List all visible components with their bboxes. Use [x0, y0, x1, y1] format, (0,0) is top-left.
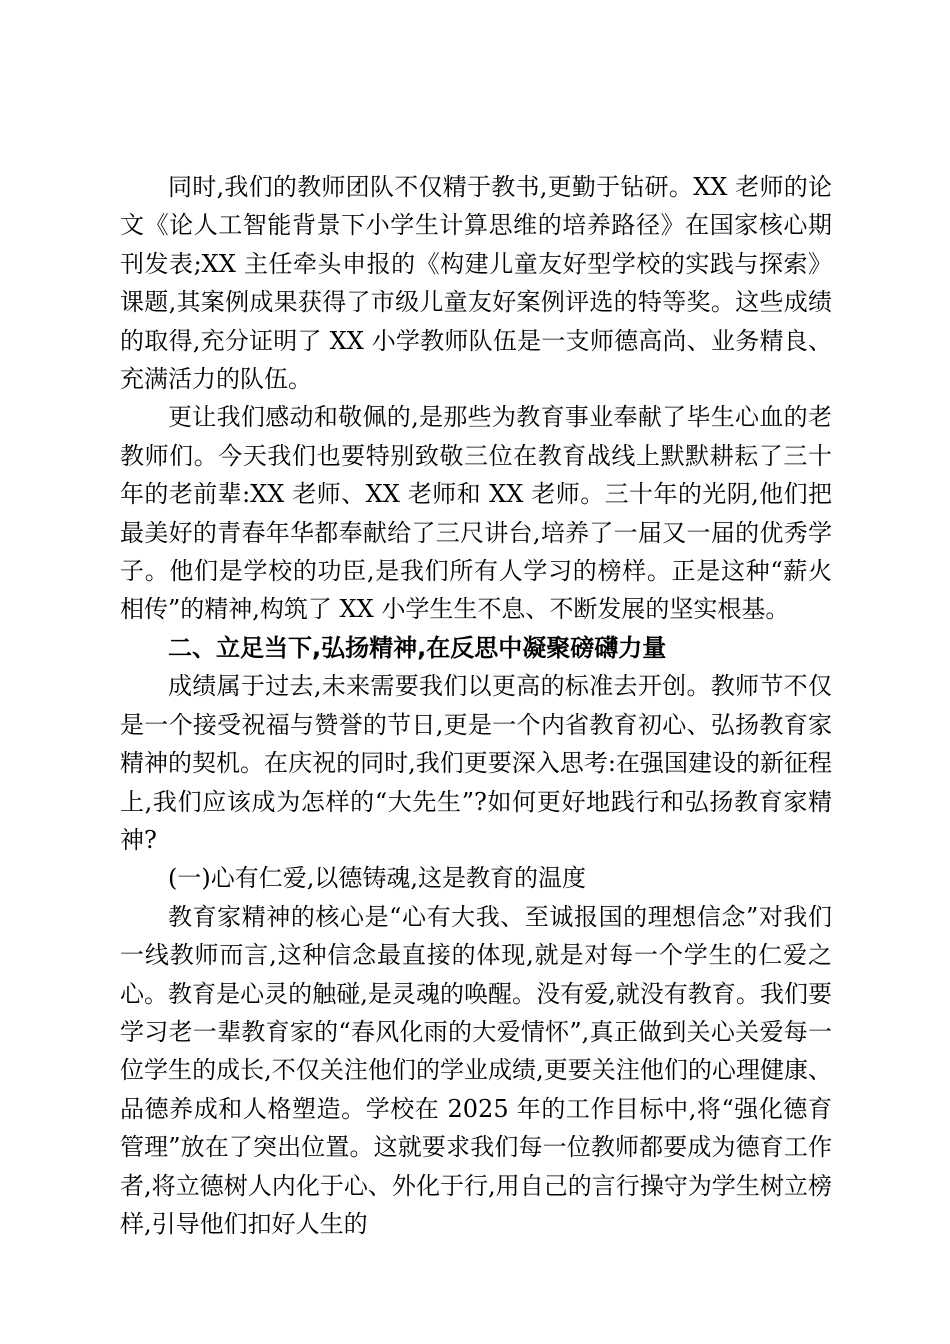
paragraph-section-intro: 成绩属于过去,未来需要我们以更高的标准去开创。教师节不仅是一个接受祝福与赞誉的节日,更是一个内省教育初心、弘扬教育家精神的契机。在庆祝的同时,我们更要深入思考:在强国建设的新征程上,我们应该成为怎样的“大先生”?如何更好地践行和弘扬教育家精神? — [120, 672, 832, 854]
paragraph-senior-teachers: 更让我们感动和敬佩的,是那些为教育事业奉献了毕生心血的老教师们。今天我们也要特别致敬三位在教育战线上默默耕耘了三十年的老前辈:XX 老师、XX 老师和 XX 老师。三十年的光阴,他们把最美好的青春年华都奉献给了三尺讲台,培养了一届又一届的优秀学子。他们是学校的功臣,是我们所有人学习的榜样。正是这种“薪火相传”的精神,构筑了 XX 小学生生不息、不断发展的坚实根基。 — [120, 403, 832, 624]
document-body — [120, 168, 832, 1243]
paragraph-research-achievements: 同时,我们的教师团队不仅精于教书,更勤于钻研。XX 老师的论文《论人工智能背景下小学生计算思维的培养路径》在国家核心期刊发表;XX 主任牵头申报的《构建儿童友好型学校的实践与探索》课题,其案例成果获得了市级儿童友好案例评选的特等奖。这些成绩的取得,充分证明了 XX 小学教师队伍是一支师德高尚、业务精良、充满活力的队伍。 — [120, 173, 832, 394]
section-heading: 二、立足当下,弘扬精神,在反思中凝聚磅礴力量 — [168, 633, 667, 662]
paragraph-educator-spirit: 教育家精神的核心是“心有大我、至诚报国的理想信念”对我们一线教师而言,这种信念最直接的体现,就是对每一个学生的仁爱之心。教育是心灵的触碰,是灵魂的唤醒。没有爱,就没有教育。我们要学习老一辈教育家的“春风化雨的大爱情怀”,真正做到关心关爱每一位学生的成长,不仅关注他们的学业成绩,更要关注他们的心理健康、品德养成和人格塑造。学校在 2025 年的工作目标中,将“强化德育管理”放在了突出位置。这就要求我们每一位教师都要成为德育工作者,将立德树人内化于心、外化于行,用自己的言行操守为学生树立榜样,引导他们扣好人生的 — [120, 902, 832, 1238]
subheading: (一)心有仁爱,以德铸魂,这是教育的温度 — [168, 864, 586, 893]
